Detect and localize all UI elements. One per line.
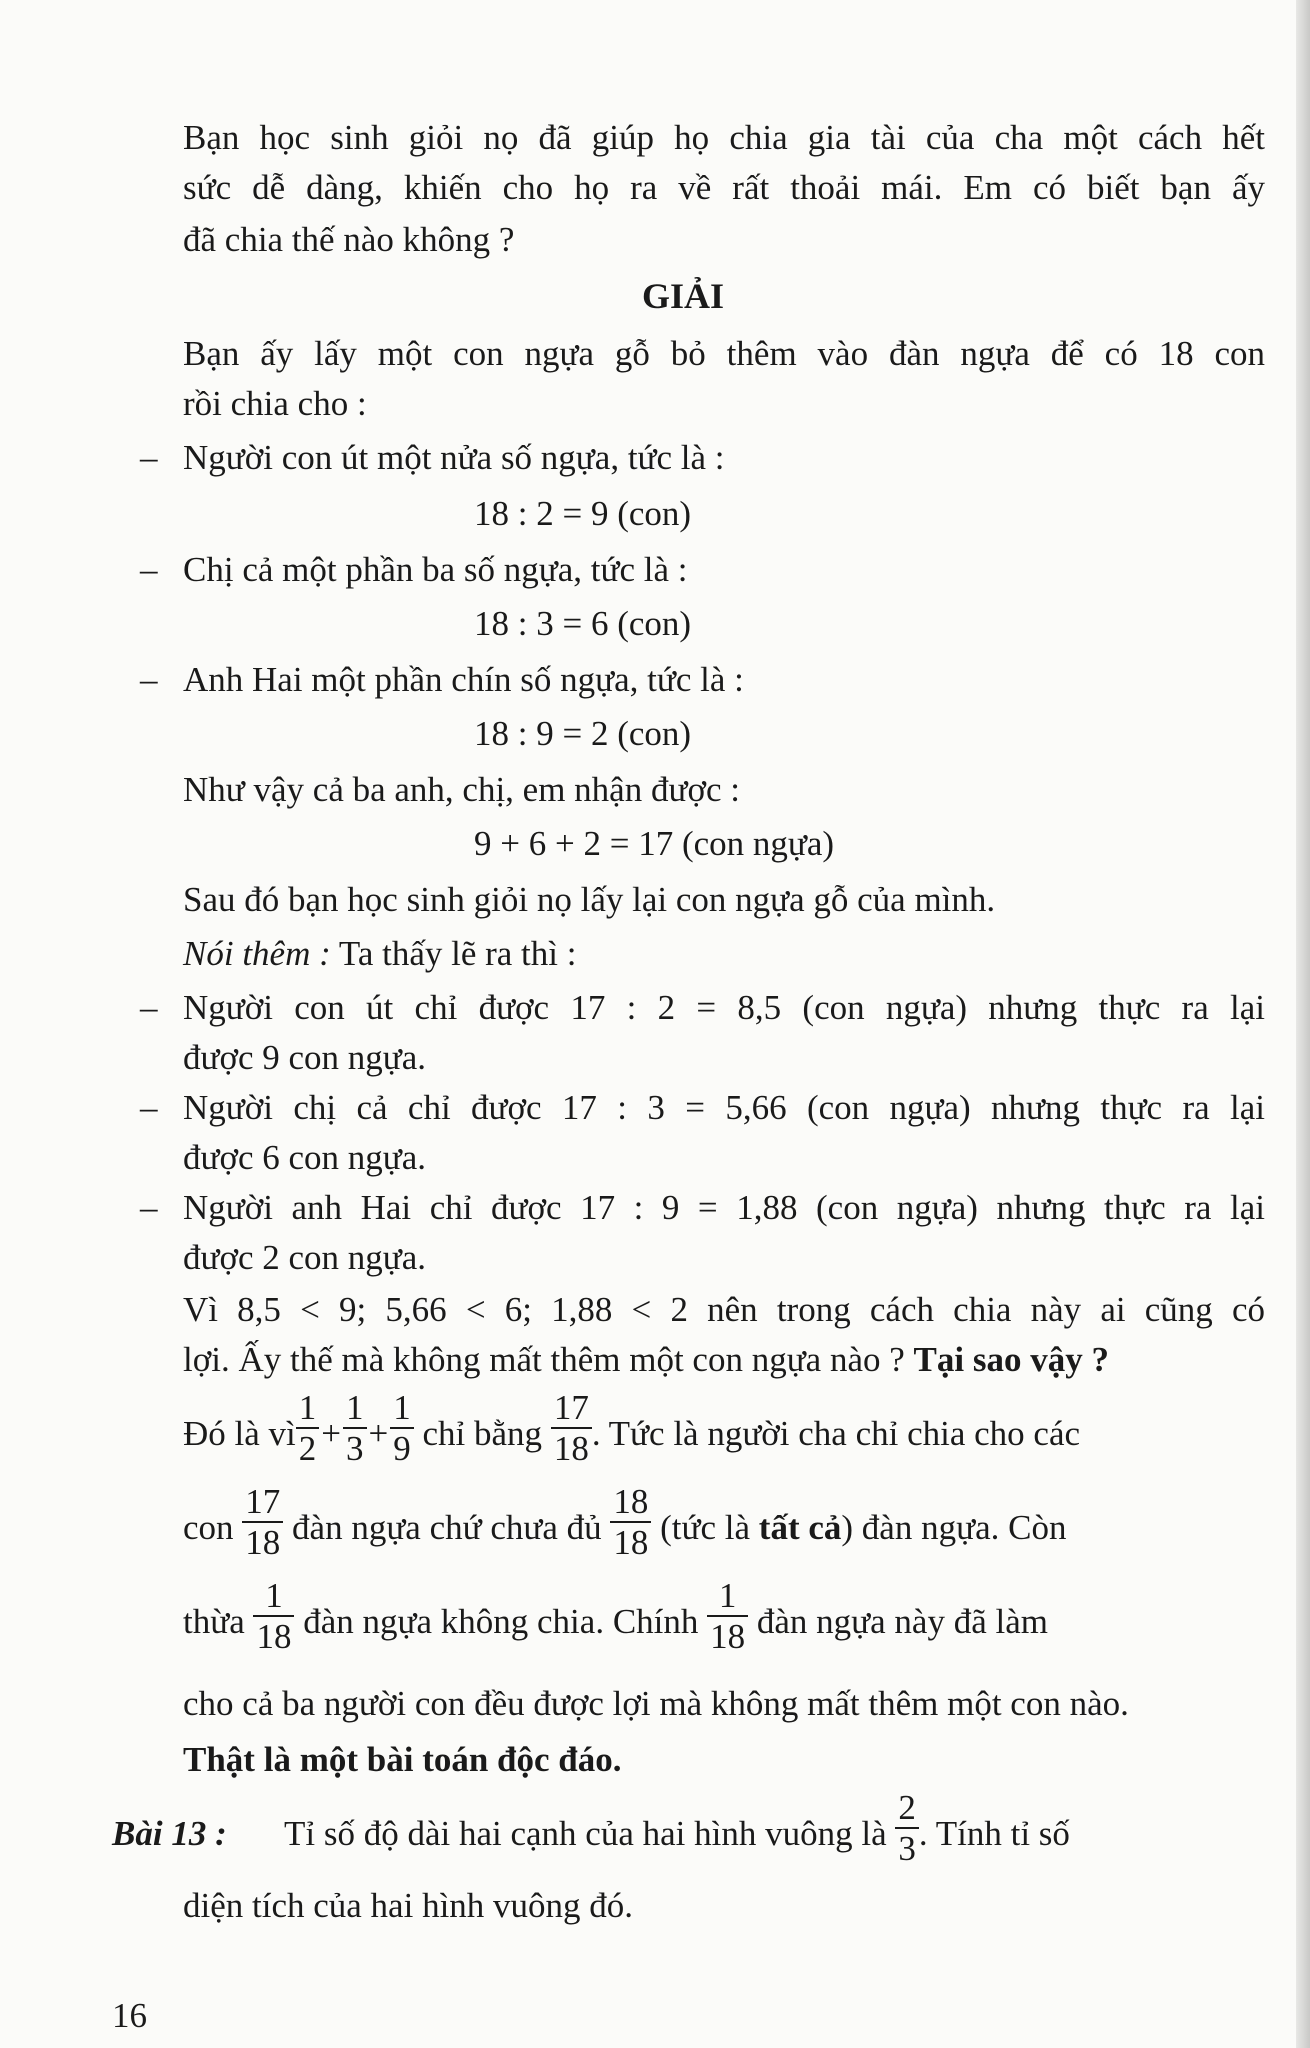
note-youngest-line-2: được 9 con ngựa. bbox=[183, 1038, 427, 1077]
fraction-one-third bbox=[343, 1390, 367, 1468]
youngest-share-line: Người con út một nửa số ngựa, tức là : bbox=[183, 438, 725, 477]
conclusion-line: Thật là một bài toán độc đáo. bbox=[183, 1740, 622, 1779]
youngest-share-equation: 18 : 2 = 9 (con) bbox=[474, 494, 692, 533]
exercise-text-b: . Tính tỉ số bbox=[918, 1813, 1070, 1853]
fraction-denominator: 18 bbox=[253, 1615, 294, 1656]
comparison-line-1: Vì 8,5 < 9; 5,66 < 6; 1,88 < 2 nên trong cách chia này ai cũng có bbox=[183, 1290, 1265, 1329]
second-brother-share-line: Anh Hai một phần chín số ngựa, tức là : bbox=[183, 660, 744, 699]
bullet-dash: – bbox=[140, 1188, 158, 1227]
fraction-numerator: 17 bbox=[553, 1388, 589, 1428]
fraction-denominator: 3 bbox=[895, 1827, 919, 1868]
exercise-text-a: Tỉ số độ dài hai cạnh của hai hình vuông là bbox=[284, 1813, 896, 1853]
exercise-line-1 bbox=[112, 1788, 1070, 1878]
fraction-numerator: 17 bbox=[245, 1482, 281, 1522]
second-brother-share-equation: 18 : 9 = 2 (con) bbox=[474, 714, 692, 753]
fraction-numerator: 1 bbox=[718, 1576, 737, 1616]
fraction-17-18 bbox=[242, 1484, 283, 1562]
eldest-sister-share-line: Chị cả một phần ba số ngựa, tức là : bbox=[183, 550, 688, 589]
fraction-denominator: 3 bbox=[343, 1427, 367, 1468]
fraction-denominator: 9 bbox=[390, 1427, 414, 1468]
total-received-line: Như vậy cả ba anh, chị, em nhận được : bbox=[183, 770, 740, 809]
note-label: Nói thêm : bbox=[183, 934, 331, 973]
bullet-dash: – bbox=[140, 660, 158, 699]
reason-text-b: chỉ bằng bbox=[413, 1413, 551, 1453]
note-youngest-line-1: Người con út chỉ được 17 : 2 = 8,5 (con ngựa) nhưng thực ra lại bbox=[183, 988, 1265, 1027]
fraction-denominator: 18 bbox=[551, 1427, 592, 1468]
bullet-dash: – bbox=[140, 988, 158, 1027]
fraction-18-18 bbox=[610, 1484, 651, 1562]
reason-text-c: đàn ngựa này đã làm bbox=[748, 1601, 1048, 1641]
plus-sign: + bbox=[321, 1413, 342, 1453]
fraction-numerator: 1 bbox=[298, 1388, 317, 1428]
intro-line-2: sức dễ dàng, khiến cho họ ra về rất thoải mái. Em có biết bạn ấy bbox=[183, 168, 1265, 207]
note-sister-line-2: được 6 con ngựa. bbox=[183, 1138, 427, 1177]
fraction-17-18 bbox=[551, 1390, 592, 1468]
reason-text-b: đàn ngựa không chia. Chính bbox=[294, 1601, 708, 1641]
fraction-numerator: 1 bbox=[393, 1388, 411, 1428]
plus-sign: + bbox=[368, 1413, 389, 1453]
fraction-numerator: 1 bbox=[265, 1576, 283, 1616]
intro-line-3: đã chia thế nào không ? bbox=[183, 220, 515, 259]
reason-text-b: đàn ngựa chứ chưa đủ bbox=[283, 1507, 611, 1547]
fraction-denominator: 18 bbox=[707, 1615, 748, 1656]
fraction-1-18 bbox=[253, 1578, 294, 1656]
reason-text-c: . Tức là người cha chỉ chia cho các bbox=[591, 1413, 1081, 1453]
solution-line-1: Bạn ấy lấy một con ngựa gỗ bỏ thêm vào đàn ngựa để có 18 con bbox=[183, 334, 1265, 373]
fraction-one-half bbox=[296, 1390, 320, 1468]
reason-line-4: cho cả ba người con đều được lợi mà không mất thêm một con nào. bbox=[183, 1684, 1129, 1723]
bullet-dash: – bbox=[140, 550, 158, 589]
all-emphasis: tất cả bbox=[758, 1507, 842, 1547]
reason-text-a: thừa bbox=[183, 1601, 254, 1641]
intro-line-1: Bạn học sinh giỏi nọ đã giúp họ chia gia tài của cha một cách hết bbox=[183, 118, 1265, 157]
fraction-denominator: 18 bbox=[610, 1521, 651, 1562]
bullet-dash: – bbox=[140, 1088, 158, 1127]
exercise-line-2: diện tích của hai hình vuông đó. bbox=[183, 1886, 634, 1925]
reason-line-3 bbox=[183, 1576, 1048, 1666]
wooden-horse-returned-line: Sau đó bạn học sinh giỏi nọ lấy lại con ngựa gỗ của mình. bbox=[183, 880, 996, 919]
comparison-line-2 bbox=[183, 1342, 1109, 1377]
fraction-numerator: 2 bbox=[898, 1788, 916, 1828]
note-text: Ta thấy lẽ ra thì : bbox=[330, 934, 577, 973]
exercise-label: Bài 13 : bbox=[112, 1813, 227, 1853]
note-line bbox=[183, 936, 576, 971]
comparison-text: lợi. Ấy thế mà không mất thêm một con ngựa nào ? bbox=[183, 1340, 914, 1379]
note-sister-line-1: Người chị cả chỉ được 17 : 3 = 5,66 (con ngựa) nhưng thực ra lại bbox=[183, 1088, 1265, 1127]
fraction-numerator: 18 bbox=[613, 1482, 649, 1522]
reason-line-2 bbox=[183, 1482, 1066, 1572]
solution-line-2: rồi chia cho : bbox=[183, 384, 367, 423]
reason-text-c: (tức là bbox=[651, 1507, 759, 1547]
fraction-1-18 bbox=[707, 1578, 748, 1656]
fraction-two-thirds bbox=[895, 1790, 919, 1868]
solution-heading: GIẢI bbox=[642, 276, 725, 316]
total-received-equation: 9 + 6 + 2 = 17 (con ngựa) bbox=[474, 824, 835, 863]
page-number: 16 bbox=[112, 1996, 147, 2035]
reason-text-e: ) đàn ngựa. Còn bbox=[841, 1507, 1067, 1547]
why-question: Tại sao vậy ? bbox=[913, 1340, 1109, 1379]
fraction-numerator: 1 bbox=[346, 1388, 364, 1428]
reason-line-1 bbox=[183, 1388, 1080, 1478]
note-brother-line-2: được 2 con ngựa. bbox=[183, 1238, 427, 1277]
reason-text-a: con bbox=[183, 1507, 243, 1547]
fraction-one-ninth bbox=[390, 1390, 414, 1468]
eldest-sister-share-equation: 18 : 3 = 6 (con) bbox=[474, 604, 692, 643]
fraction-denominator: 2 bbox=[296, 1427, 320, 1468]
fraction-denominator: 18 bbox=[242, 1521, 283, 1562]
page-edge-shadow bbox=[1296, 0, 1310, 2048]
bullet-dash: – bbox=[140, 438, 158, 477]
note-brother-line-1: Người anh Hai chỉ được 17 : 9 = 1,88 (con ngựa) nhưng thực ra lại bbox=[183, 1188, 1265, 1227]
reason-text-a: Đó là vì bbox=[183, 1413, 296, 1453]
